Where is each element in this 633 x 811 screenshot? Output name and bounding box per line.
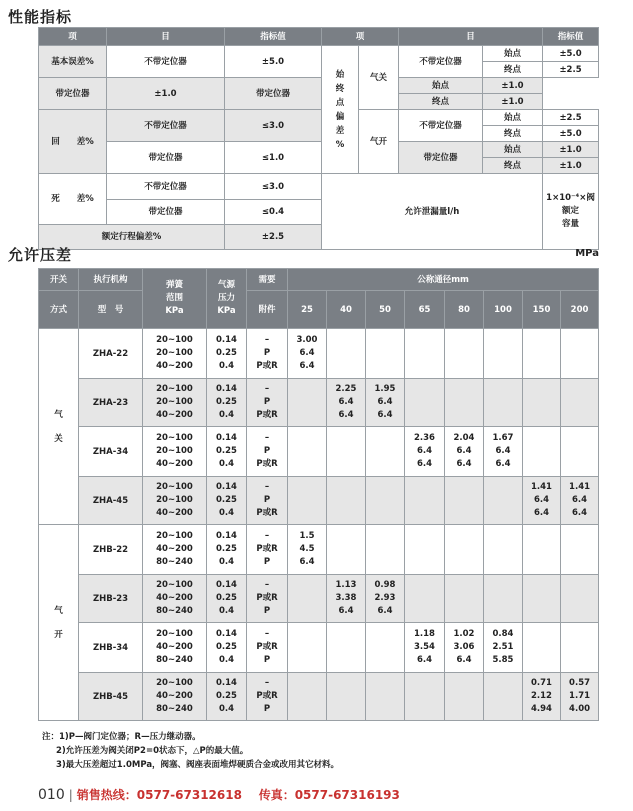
pressure-dn-25 — [288, 477, 327, 525]
pressure-dn-150: 1.41 6.4 6.4 — [523, 477, 561, 525]
label-no-positioner: 不带定位器 — [107, 174, 225, 200]
start-label: 始点 — [483, 110, 543, 126]
header-air: 气源 压力 KPa — [207, 269, 247, 329]
label-no-positioner: 不带定位器 — [107, 110, 225, 142]
spring-range: 20~100 20~100 40~200 — [143, 427, 207, 477]
rated-travel-label: 额定行程偏差% — [39, 225, 225, 250]
pressure-dn-65 — [405, 379, 445, 427]
pressure-dn-100 — [484, 673, 523, 721]
pressure-dn-150 — [523, 379, 561, 427]
pressure-dn-80 — [445, 575, 484, 623]
group-dead-band: 死 差% — [39, 174, 107, 225]
note-2: 2)允许压差为阀关闭P2=0状态下，△P的最大值。 — [56, 746, 249, 756]
pressure-dn-200: 1.41 6.4 6.4 — [561, 477, 599, 525]
end-label: 终点 — [399, 94, 483, 110]
pressure-dn-100 — [484, 525, 523, 575]
actuator-model: ZHA-22 — [79, 329, 143, 379]
header-dn-title: 公称通径mm — [288, 269, 599, 291]
group-hysteresis: 回 差% — [39, 110, 107, 174]
header-accessory: 需要 — [247, 269, 288, 291]
unit-label: MPa — [575, 248, 599, 259]
open-no-positioner: 不带定位器 — [399, 110, 483, 142]
fax: 传真：0577-67316193 — [258, 788, 400, 802]
dn-80: 80 — [445, 291, 484, 329]
pressure-dn-40: 1.13 3.38 6.4 — [327, 575, 366, 623]
air-open-label: 气开 — [359, 110, 399, 174]
actuator-model: ZHA-34 — [79, 427, 143, 477]
pressure-dn-100: 0.84 2.51 5.85 — [484, 623, 523, 673]
dn-50: 50 — [366, 291, 405, 329]
notes — [42, 730, 339, 772]
pressure-table — [38, 268, 599, 721]
note-3: 3)最大压差超过1.0MPa，阀塞、阀座表面堆焊硬质合金或改用其它材料。 — [56, 760, 340, 770]
actuator-model: ZHB-22 — [79, 525, 143, 575]
air-close-label: 气关 — [359, 46, 399, 110]
end-label: 终点 — [483, 158, 543, 174]
footer: 010 | 销售热线：0577-67312618 传真：0577-67316193 — [38, 787, 400, 803]
section-title-pressure: 允许压差 — [8, 246, 73, 264]
label-with-positioner: 带定位器 — [39, 78, 107, 110]
pressure-dn-200 — [561, 329, 599, 379]
value-close-pos-end: ±1.0 — [483, 94, 543, 110]
header-value-right: 指标值 — [543, 28, 599, 46]
pressure-dn-200 — [561, 623, 599, 673]
actuator-model: ZHB-23 — [79, 575, 143, 623]
performance-table — [38, 27, 599, 250]
pressure-dn-150 — [523, 427, 561, 477]
spring-range: 20~100 40~200 80~240 — [143, 623, 207, 673]
pressure-dn-150 — [523, 623, 561, 673]
pressure-dn-100 — [484, 477, 523, 525]
pressure-dn-150 — [523, 525, 561, 575]
section-title-performance: 性能指标 — [8, 8, 73, 26]
header-actuator: 执行机构 — [79, 269, 143, 291]
dn-150: 150 — [523, 291, 561, 329]
spring-range: 20~100 20~100 40~200 — [143, 379, 207, 427]
actuator-model: ZHB-45 — [79, 673, 143, 721]
open-with-positioner: 带定位器 — [399, 142, 483, 174]
start-label: 始点 — [483, 46, 543, 62]
dn-100: 100 — [484, 291, 523, 329]
pressure-dn-25: 3.00 6.4 6.4 — [288, 329, 327, 379]
note-1: 注：1)P—阀门定位器；R—压力继动器。 — [42, 732, 201, 742]
pressure-dn-50 — [366, 623, 405, 673]
close-with-positioner: 带定位器 — [225, 78, 322, 110]
dn-65: 65 — [405, 291, 445, 329]
value-close-nopos-end: ±2.5 — [543, 62, 599, 78]
air-pressure: 0.14 0.25 0.4 — [207, 575, 247, 623]
air-pressure: 0.14 0.25 0.4 — [207, 477, 247, 525]
pressure-dn-40 — [327, 329, 366, 379]
pressure-dn-25 — [288, 575, 327, 623]
value-basic-no-pos: ±5.0 — [225, 46, 322, 78]
pressure-dn-200 — [561, 575, 599, 623]
air-pressure: 0.14 0.25 0.4 — [207, 525, 247, 575]
dn-40: 40 — [327, 291, 366, 329]
pressure-dn-150: 0.71 2.12 4.94 — [523, 673, 561, 721]
leakage-value: 1×10⁻⁴×阀 额定 容量 — [543, 174, 599, 250]
label-no-positioner: 不带定位器 — [107, 46, 225, 78]
air-pressure: 0.14 0.25 0.4 — [207, 623, 247, 673]
air-pressure: 0.14 0.25 0.4 — [207, 379, 247, 427]
accessory: – P或R P — [247, 525, 288, 575]
end-label: 终点 — [483, 126, 543, 142]
value-hyst-pos: ≤1.0 — [225, 142, 322, 174]
pressure-dn-25: 1.5 4.5 6.4 — [288, 525, 327, 575]
pressure-dn-40 — [327, 673, 366, 721]
accessory: – P P或R — [247, 427, 288, 477]
pressure-dn-80 — [445, 525, 484, 575]
value-basic-pos: ±1.0 — [107, 78, 225, 110]
rated-travel-value: ±2.5 — [225, 225, 322, 250]
value-open-nopos-start: ±2.5 — [543, 110, 599, 126]
pressure-dn-65 — [405, 477, 445, 525]
actuator-model: ZHA-23 — [79, 379, 143, 427]
leakage-label: 允许泄漏量l/h — [322, 174, 543, 250]
pressure-dn-200 — [561, 379, 599, 427]
spring-range: 20~100 20~100 40~200 — [143, 477, 207, 525]
pressure-dn-150 — [523, 575, 561, 623]
close-no-positioner: 不带定位器 — [399, 46, 483, 78]
pressure-dn-80 — [445, 477, 484, 525]
header-switch: 开关 — [39, 269, 79, 291]
label-with-positioner: 带定位器 — [107, 142, 225, 174]
header-item-right: 项 — [322, 28, 399, 46]
switch-mode-1: 气 开 — [39, 525, 79, 721]
pressure-dn-40: 2.25 6.4 6.4 — [327, 379, 366, 427]
pressure-dn-200: 0.57 1.71 4.00 — [561, 673, 599, 721]
pressure-dn-65 — [405, 575, 445, 623]
air-pressure: 0.14 0.25 0.4 — [207, 427, 247, 477]
air-pressure: 0.14 0.25 0.4 — [207, 673, 247, 721]
actuator-model: ZHA-45 — [79, 477, 143, 525]
value-dead-pos: ≤0.4 — [225, 200, 322, 225]
spring-range: 20~100 40~200 80~240 — [143, 575, 207, 623]
accessory: – P或R P — [247, 575, 288, 623]
group-basic-error: 基本误差% — [39, 46, 107, 78]
spring-range: 20~100 40~200 80~240 — [143, 673, 207, 721]
accessory: – P或R P — [247, 673, 288, 721]
pressure-dn-80 — [445, 379, 484, 427]
dn-200: 200 — [561, 291, 599, 329]
value-open-nopos-end: ±5.0 — [543, 126, 599, 142]
label-with-positioner: 带定位器 — [107, 200, 225, 225]
pressure-dn-50 — [366, 477, 405, 525]
pressure-dn-80 — [445, 673, 484, 721]
value-open-pos-start: ±1.0 — [543, 142, 599, 158]
accessory: – P P或R — [247, 477, 288, 525]
header-spring: 弹簧 范围 KPa — [143, 269, 207, 329]
pressure-dn-100: 1.67 6.4 6.4 — [484, 427, 523, 477]
start-label: 始点 — [399, 78, 483, 94]
actuator-model: ZHB-34 — [79, 623, 143, 673]
accessory: – P P或R — [247, 379, 288, 427]
pressure-dn-80: 2.04 6.4 6.4 — [445, 427, 484, 477]
pressure-dn-150 — [523, 329, 561, 379]
header-target-right: 目 — [399, 28, 543, 46]
pressure-dn-25 — [288, 623, 327, 673]
pressure-dn-50 — [366, 525, 405, 575]
pressure-dn-65 — [405, 525, 445, 575]
pressure-dn-50 — [366, 427, 405, 477]
end-label: 终点 — [483, 62, 543, 78]
value-open-pos-end: ±1.0 — [543, 158, 599, 174]
sales-hotline: 销售热线：0577-67312618 — [76, 788, 242, 802]
value-hyst-no-pos: ≤3.0 — [225, 110, 322, 142]
start-label: 始点 — [483, 142, 543, 158]
header-target: 目 — [107, 28, 225, 46]
start-end-deviation-label: 始 终 点 偏 差 % — [322, 46, 359, 174]
pressure-dn-40 — [327, 623, 366, 673]
pressure-dn-25 — [288, 427, 327, 477]
air-pressure: 0.14 0.25 0.4 — [207, 329, 247, 379]
accessory: – P或R P — [247, 623, 288, 673]
pressure-dn-50: 1.95 6.4 6.4 — [366, 379, 405, 427]
pressure-dn-40 — [327, 525, 366, 575]
header-actuator-2: 型 号 — [79, 291, 143, 329]
header-item: 项 — [39, 28, 107, 46]
spring-range: 20~100 40~200 80~240 — [143, 525, 207, 575]
pressure-dn-200 — [561, 525, 599, 575]
value-close-nopos-start: ±5.0 — [543, 46, 599, 62]
pressure-dn-25 — [288, 379, 327, 427]
pressure-dn-50: 0.98 2.93 6.4 — [366, 575, 405, 623]
pressure-dn-65: 2.36 6.4 6.4 — [405, 427, 445, 477]
pressure-dn-80: 1.02 3.06 6.4 — [445, 623, 484, 673]
page-number: 010 — [38, 787, 65, 803]
pressure-dn-100 — [484, 379, 523, 427]
header-value: 指标值 — [225, 28, 322, 46]
pressure-dn-25 — [288, 673, 327, 721]
spring-range: 20~100 20~100 40~200 — [143, 329, 207, 379]
value-dead-no-pos: ≤3.0 — [225, 174, 322, 200]
switch-mode-0: 气 关 — [39, 329, 79, 525]
accessory: – P P或R — [247, 329, 288, 379]
pressure-dn-50 — [366, 329, 405, 379]
pressure-dn-65 — [405, 329, 445, 379]
pressure-dn-40 — [327, 477, 366, 525]
value-close-pos-start: ±1.0 — [483, 78, 543, 94]
pressure-dn-40 — [327, 427, 366, 477]
header-accessory-2: 附件 — [247, 291, 288, 329]
pressure-dn-100 — [484, 575, 523, 623]
pressure-dn-65: 1.18 3.54 6.4 — [405, 623, 445, 673]
pressure-dn-80 — [445, 329, 484, 379]
pressure-dn-50 — [366, 673, 405, 721]
pressure-dn-65 — [405, 673, 445, 721]
header-switch-2: 方式 — [39, 291, 79, 329]
pressure-dn-200 — [561, 427, 599, 477]
pressure-dn-100 — [484, 329, 523, 379]
dn-25: 25 — [288, 291, 327, 329]
